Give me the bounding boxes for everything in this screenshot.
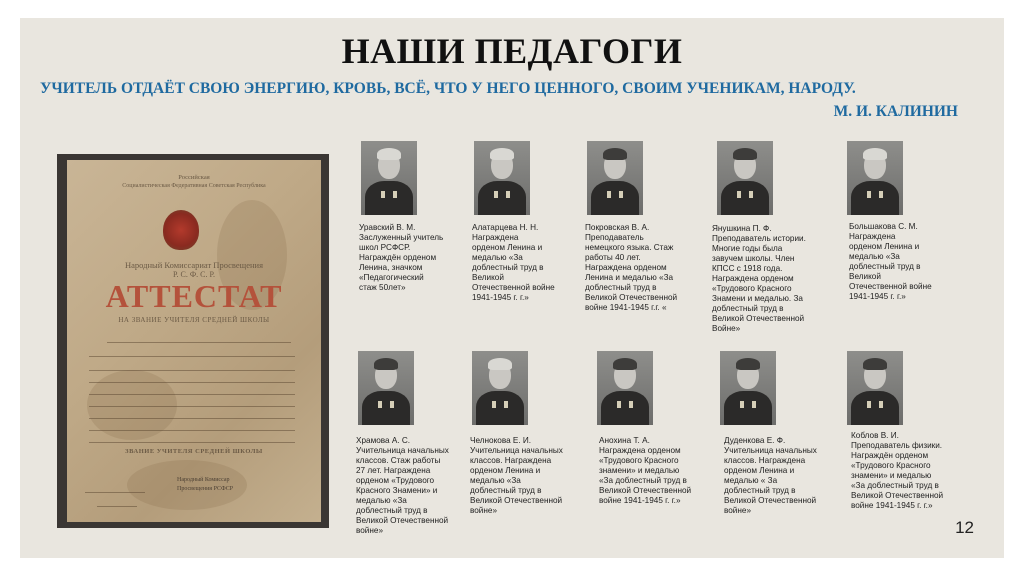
teacher-portrait bbox=[587, 141, 643, 215]
teacher-caption: Челнокова Е. И. Учительница начальных классов. Награждена орденом Ленина и медалью «За доблестный труд в Великой Отечественной войне» bbox=[470, 436, 563, 515]
teacher-portrait bbox=[474, 141, 530, 215]
certificate-paper bbox=[67, 160, 321, 522]
certificate-top-line-1: Российская bbox=[178, 174, 210, 181]
teacher-caption: Большакова С. М. Награждена орденом Ленина и медалью «За доблестный труд в Великой Отечественной войне 1941-1945 г. г.» bbox=[849, 222, 932, 301]
certificate-rank: ЗВАНИЕ УЧИТЕЛЯ СРЕДНЕЙ ШКОЛЫ bbox=[125, 448, 263, 455]
teacher-portrait bbox=[847, 141, 903, 215]
certificate-signature-block: Народный Комиссар Просвещения РСФСР bbox=[177, 477, 234, 492]
teacher-portrait bbox=[358, 351, 414, 425]
teacher-caption: Дуденкова Е. Ф. Учительница начальных классов. Награждена орденом Ленина и медалью « За доблестный труд в Великой Отечественной войне» bbox=[724, 436, 817, 515]
teacher-portrait bbox=[361, 141, 417, 215]
quote-text: УЧИТЕЛЬ ОТДАЁТ СВОЮ ЭНЕРГИЮ, КРОВЬ, ВСЁ, ЧТО У НЕГО ЦЕННОГО, СВОИМ УЧЕНИКАМ, НАРОДУ. bbox=[40, 80, 856, 97]
certificate-rsfsr: Р. С. Ф. С. Р. bbox=[173, 270, 215, 279]
quote-author: М. И. КАЛИНИН bbox=[833, 103, 958, 120]
page-number: 12 bbox=[955, 518, 974, 537]
teacher-portrait bbox=[717, 141, 773, 215]
certificate-subheading: НА ЗВАНИЕ УЧИТЕЛЯ СРЕДНЕЙ ШКОЛЫ bbox=[118, 316, 270, 324]
page-title: НАШИ ПЕДАГОГИ bbox=[341, 31, 683, 71]
teacher-caption: Анохина Т. А. Награждена орденом «Трудового Красного знамени» и медалью «За доблестный труд в Великой Отечественной войне 1941-1945 г. г.» bbox=[599, 436, 692, 505]
certificate-top-line-2: Социалистическая Федеративная Советская Республика bbox=[122, 183, 266, 189]
teacher-caption: Коблов В. И. Преподаватель физики. Награждён орденом «Трудового Красного знамени» и медалью «За доблестный труд в Великой Отечественной войне 1941-1945 г. г.» bbox=[851, 431, 944, 510]
teacher-caption: Покровская В. А. Преподаватель немецкого языка. Стаж работы 40 лет. Награждена орденом Ленина и медалью «За доблестный труд в Великой Отечественной войне 1941-1945 г.г. « bbox=[585, 223, 678, 312]
teacher-caption: Уравский В. М. Заслуженный учитель школ РСФСР. Награждён орденом Ленина, значком «Педагогический стаж 50лет» bbox=[359, 223, 444, 292]
teacher-portrait bbox=[847, 351, 903, 425]
teacher-caption: Янушкина П. Ф. Преподаватель истории. Многие годы была завучем школы. Член КПСС с 1918 года. Награждена орденом «Трудового Красного Знамени и медалью. За доблестный труд в Великой Отечественной Войне» bbox=[712, 224, 806, 333]
certificate-heading: АТТЕСТАТ bbox=[105, 278, 283, 314]
slide bbox=[20, 18, 1004, 558]
teacher-caption: Алатарцева Н. Н. Награждена орденом Ленина и медалью «За доблестный труд в Великой Отечественной войне 1941-1945 г. г.» bbox=[472, 223, 555, 302]
teacher-portrait bbox=[720, 351, 776, 425]
certificate-photo bbox=[57, 154, 329, 528]
emblem-icon bbox=[163, 210, 199, 250]
teacher-portrait bbox=[472, 351, 528, 425]
teacher-caption: Храмова А. С. Учительница начальных классов. Стаж работы 27 лет. Награждена орденом «Трудового Красного Знамени» и медалью «За доблестный труд в Великой Отечественной войне» bbox=[356, 436, 449, 535]
teacher-portrait bbox=[597, 351, 653, 425]
certificate-ministry: Народный Комиссариат Просвещения bbox=[125, 260, 263, 270]
